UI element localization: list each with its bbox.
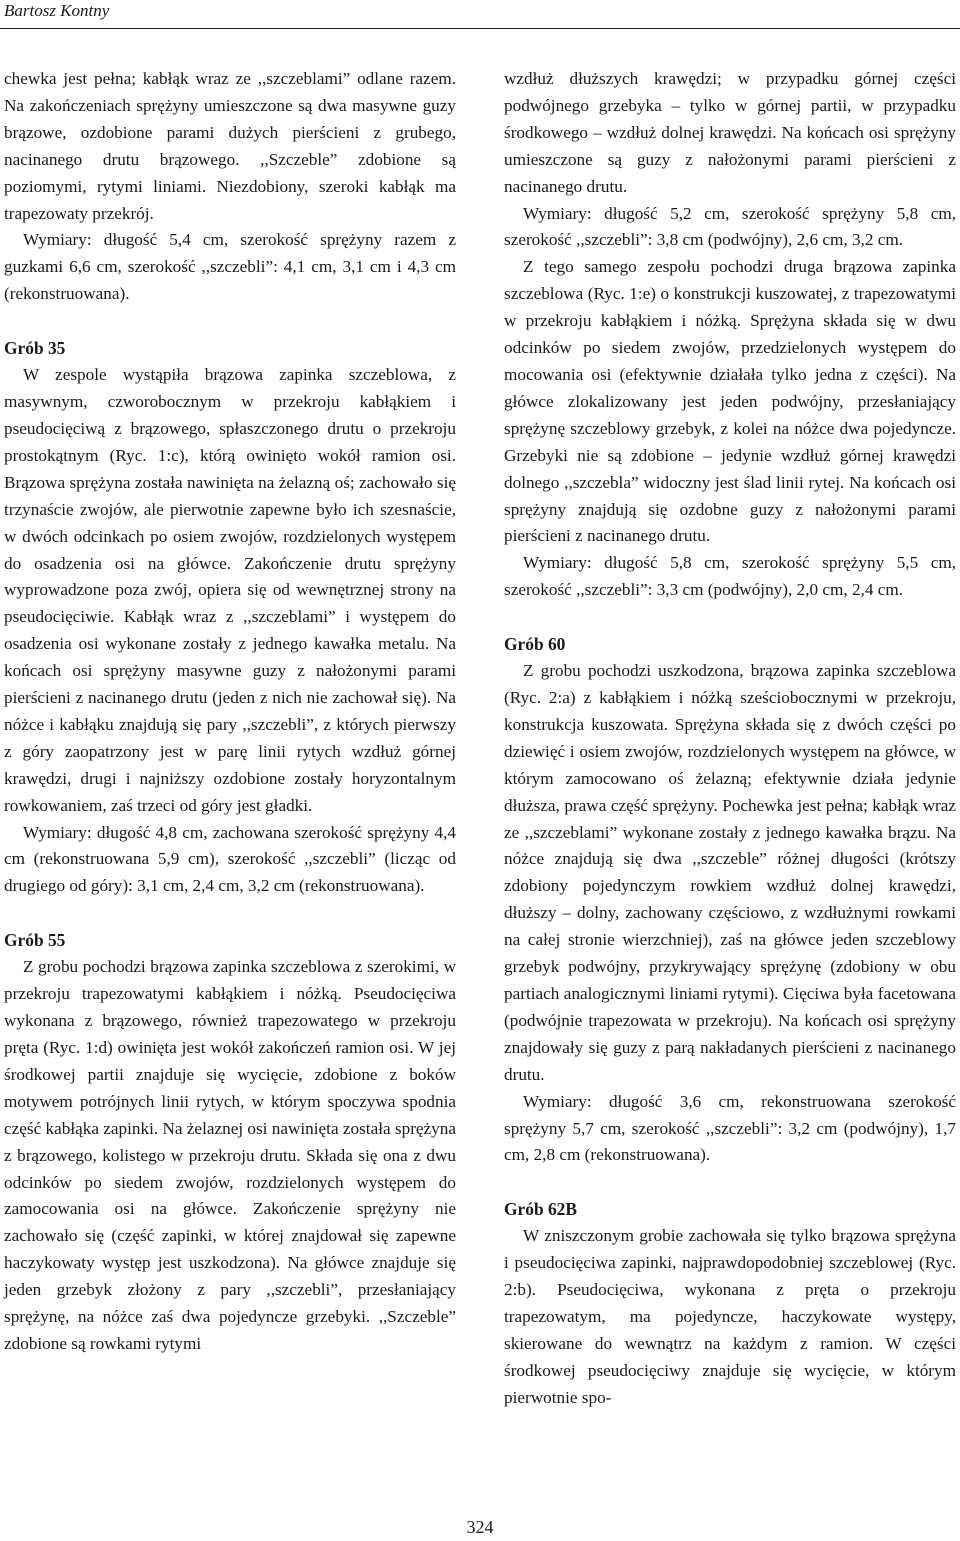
paragraph: chewka jest pełna; kabłąk wraz ze ,,szczeblami” odlane razem. Na zakończeniach sprężyny umieszczone są dwa masywne guzy brązowe, ozdobione parami dużych pierścieni z grubego, nacinanego drutu brązowego. ,,Szczeble” zdobione są poziomymi, rytymi liniami. Niezdobiony, szeroki kabłąk ma trapezowaty przekrój. [4,69,456,223]
section-gap [4,900,456,927]
section-heading-grob-55: Grób 55 [4,930,66,951]
paragraph-dimensions: Wymiary: długość 5,2 cm, szerokość sprężyny 5,8 cm, szerokość ,,szczebli”: 3,8 cm (podwójny), 2,6 cm, 3,2 cm. [504,203,956,250]
paragraph: Z grobu pochodzi uszkodzona, brązowa zapinka szczeblowa (Ryc. 2:a) z kabłąkiem i nóżką sześciobocznymi w przekroju, konstrukcja kuszowata. Sprężyna składa się z dwóch części po dziewięć i osiem zwojów, rozdzielonych występem na główce, w którym zamocowano oś żelazną; efektywnie działa jedynie dłuższa, prawa część sprężyny. Pochewka jest pełna; kabłąk wraz ze ,,szczeblami” wykonane zostały z jednego kawałka brązu. Na nóżce znajdują się dwa ,,szczeble” różnej długości (krótszy zdobiony pojedynczym rowkiem wzdłuż dolnej krawędzi, dłuższy – dolny, zachowany częściowo, z wzdłużnymi rowkami na całej stronie wierzchniej), zaś na główce jeden szczeblowy grzebyk podwójny, przykrywający sprężynę (zdobiony w obu partiach analogicznymi liniami rytymi). Cięciwa była facetowana (podwójnie trapezowata w przekroju). Na końcach osi sprężyny znajdowały się guzy z parą nakładanych pierścieni z nacinanego drutu. [504,661,956,1084]
section-heading-grob-60: Grób 60 [504,634,566,655]
section-heading-grob-62b: Grób 62B [504,1199,577,1220]
section-gap [4,308,456,335]
page-number: 324 [466,1517,494,1537]
header-rule [0,28,960,29]
section-gap [504,1169,956,1196]
paragraph: W zniszczonym grobie zachowała się tylko brązowa sprężyna i pseudocięciwa zapinki, najprawdopodobniej szczeblowej (Ryc. 2:b). Pseudocięciwa, wykonana z pręta o przekroju trapezowatym, ma pojedyncze, haczykowate występy, skierowane do wewnątrz na każdym z ramion. W części środkowej pseudocięciwy znajduje się wycięcie, w którym pierwotnie spo- [504,1226,956,1407]
paragraph-dimensions: Wymiary: długość 5,8 cm, szerokość sprężyny 5,5 cm, szerokość ,,szczebli”: 3,3 cm (podwójny), 2,0 cm, 2,4 cm. [504,553,956,600]
running-head-author: Bartosz Kontny [4,1,110,20]
left-column [4,66,456,1358]
paragraph-dimensions: Wymiary: długość 5,4 cm, szerokość sprężyny razem z guzkami 6,6 cm, szerokość ,,szczebli”: 4,1 cm, 3,1 cm i 4,3 cm (rekonstruowana). [4,230,456,304]
section-gap [504,604,956,631]
paragraph: wzdłuż dłuższych krawędzi; w przypadku górnej części podwójnego grzebyka – tylko w górnej partii, w przypadku środkowego – wzdłuż dolnej krawędzi. Na końcach osi sprężyny umieszczone są guzy z nałożonymi parami pierścieni z nacinanego drutu. [504,69,956,196]
paragraph-dimensions: Wymiary: długość 3,6 cm, rekonstruowana szerokość sprężyny 5,7 cm, szerokość ,,szczebli”: 3,2 cm (podwójny), 1,7 cm, 2,8 cm (rekonstruowana). [504,1091,956,1165]
section-heading-grob-35: Grób 35 [4,338,66,359]
paragraph: Z grobu pochodzi brązowa zapinka szczeblowa z szerokimi, w przekroju trapezowatymi kabłąkiem i nóżką. Pseudocięciwa wykonana z brązowego, również trapezowatego w przekroju pręta (Ryc. 1:d) owinięta jest wokół zakończeń ramion osi. W jej środkowej partii znajduje się wycięcie, zdobione z boków motywem potrójnych linii rytych, w którym spoczywa spodnia część kabłąka zapinki. Na żelaznej osi nawinięta została sprężyna z brązowego, kolistego w przekroju drutu. Składa się ona z dwu odcinków po siedem zwojów, rozdzielonych występem do zamocowania osi na główce. Zakończenie sprężyny nie zachowało się (część zapinki, w której znajdował się zapewne haczykowaty występ jest uszkodzona). Na główce znajduje się jeden grzebyk złożony z pary ,,szczebli”, przesłaniający sprężynę, na nóżce zaś dwa pojedyncze grzebyki. ,,Szczeble” zdobione są rowkami rytymi [4,957,456,1353]
right-column [504,66,956,1412]
paragraph: W zespole wystąpiła brązowa zapinka szczeblowa, z masywnym, czworobocznym w przekroju kabłąkiem i pseudocięciwą z brązowego, spłaszczonego drutu o przekroju prostokątnym (Ryc. 1:c), którą owinięto wokół ramion osi. Brązowa sprężyna została nawinięta na żelazną oś; zachowało się trzynaście zwojów, ale pierwotnie zapewne było ich szesnaście, w dwóch odcinkach po osiem zwojów, rozdzielonych występem do osadzenia osi na główce. Zakończenie drutu sprężyny wyprowadzone poza zwój, opiera się od wewnętrznej strony na pseudocięciwie. Kabłąk wraz z ,,szczeblami” i występem do osadzenia osi wykonane zostały z jednego kawałka metalu. Na końcach osi sprężyny masywne guzy z nałożonymi parami pierścieni z nacinanego drutu (jeden z nich nie zachował się). Na nóżce i kabłąku znajdują się pary ,,szczebli”, z których pierwszy z góry zaopatrzony jest w parę linii rytych wzdłuż górnej krawędzi, drugi i najniższy ozdobione zostały horyzontalnym rowkowaniem, zaś trzeci od góry jest gładki. [4,365,456,815]
paragraph-dimensions: Wymiary: długość 4,8 cm, zachowana szerokość sprężyny 4,4 cm (rekonstruowana 5,9 cm), szerokość ,,szczebli” (licząc od drugiego od góry): 3,1 cm, 2,4 cm, 3,2 cm (rekonstruowana). [4,822,456,896]
paragraph: Z tego samego zespołu pochodzi druga brązowa zapinka szczeblowa (Ryc. 1:e) o konstrukcji kuszowatej, z trapezowatymi w przekroju kabłąkiem i nóżką. Sprężyna składa się w dwu odcinków po siedem zwojów, przedzielonych występem do mocowania osi (efektywnie działała tylko jedna z części). Na główce zlokalizowany jest jeden podwójny, przesłaniający sprężynę szczeblowy grzebyk, z kolei na nóżce dwa pojedyncze. Grzebyki nie są zdobione – jedynie wzdłuż górnej krawędzi dolnego ,,szczebla” widoczny jest ślad linii rytej. Na końcach osi sprężyny znajdują się ozdobne guzy z nałożonymi parami pierścieni z nacinanego drutu. [504,257,956,546]
